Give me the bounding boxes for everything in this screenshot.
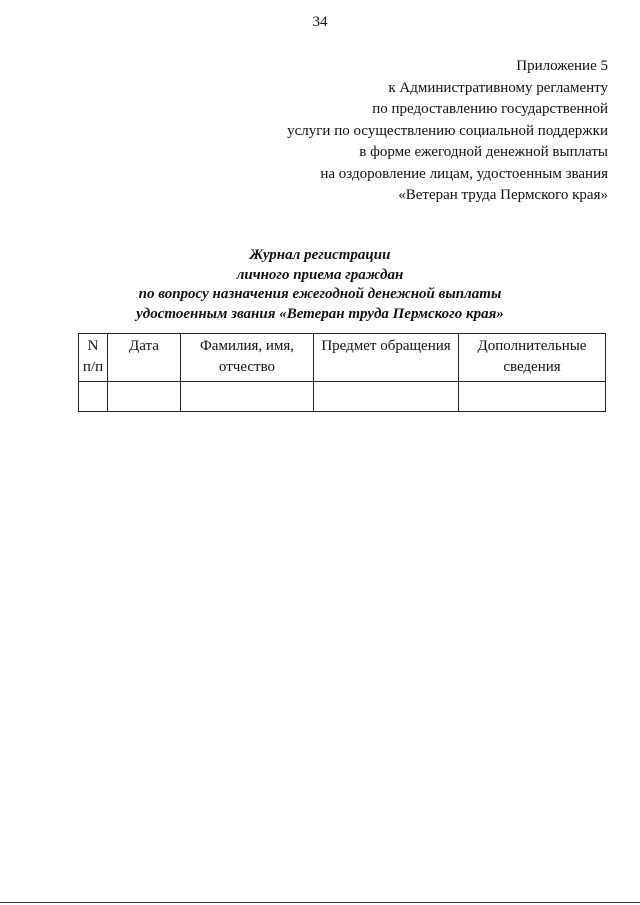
table-cell: [108, 382, 181, 412]
journal-title: [0, 246, 640, 324]
header-full-name: [181, 334, 314, 382]
journal-title-line: по вопросу назначения ежегодной денежной выплаты: [138, 286, 502, 302]
header-date: [108, 334, 181, 382]
page-number: 34: [312, 14, 328, 30]
appendix-line: к Административному регламенту: [388, 79, 608, 96]
header-text: отчество: [218, 359, 276, 375]
appendix-line: на оздоровление лицам, удостоенным звания: [320, 165, 608, 182]
header-text: сведения: [503, 359, 561, 375]
appendix-line: в форме ежегодной денежной выплаты: [359, 144, 608, 160]
header-text: Предмет обращения: [321, 338, 451, 354]
appendix-line: Приложение 5: [516, 58, 608, 74]
appendix-header: [287, 56, 608, 207]
journal-title-line: личного приема граждан: [236, 266, 404, 283]
table-cell: [314, 382, 459, 412]
table-row: [79, 382, 606, 412]
appendix-line: по предоставлению государственной: [372, 101, 608, 117]
journal-title-line: удостоенным звания «Ветеран труда Пермского края»: [136, 305, 504, 322]
appendix-line: «Ветеран труда Пермского края»: [398, 187, 608, 203]
bottom-rule: [0, 902, 640, 903]
appendix-line: услуги по осуществлению социальной поддержки: [287, 122, 608, 139]
journal-table: [78, 333, 606, 412]
table-header-row: [79, 334, 606, 382]
header-text: N: [87, 338, 99, 354]
table-cell: [181, 382, 314, 412]
header-text: Дополнительные: [477, 338, 587, 354]
header-subject: [314, 334, 459, 382]
table-cell: [79, 382, 108, 412]
header-text: Фамилия, имя,: [199, 338, 295, 354]
header-text: Дата: [129, 338, 159, 354]
header-number: [79, 334, 108, 382]
header-additional-info: [459, 334, 606, 382]
header-text: п/п: [82, 359, 104, 375]
table-cell: [459, 382, 606, 412]
journal-title-line: Журнал регистрации: [249, 247, 391, 263]
